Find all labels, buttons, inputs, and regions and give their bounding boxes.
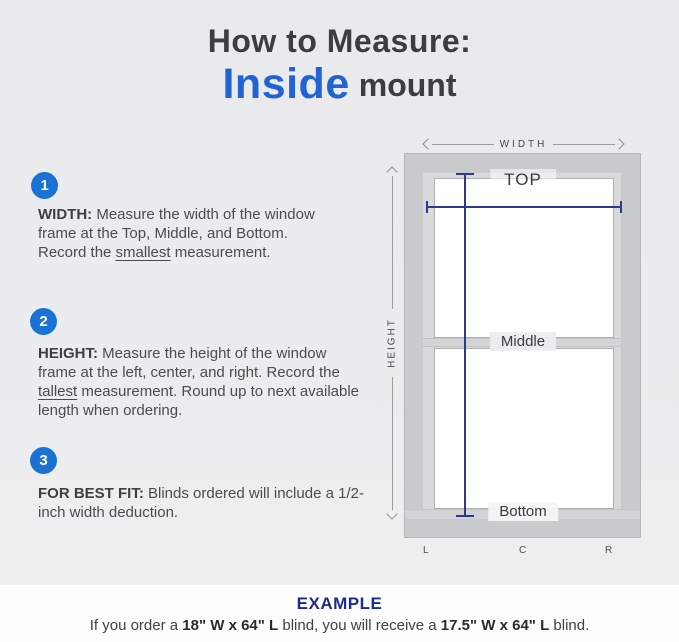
step-2-number: 2: [39, 313, 48, 330]
arrow-up-icon: [386, 166, 397, 177]
example-section: [0, 585, 679, 642]
step-3-label: FOR BEST FIT:: [38, 485, 144, 502]
step-1-text: [38, 205, 340, 262]
title-highlight-inside: Inside: [222, 60, 350, 108]
step-1-label: WIDTH:: [38, 206, 93, 223]
step-2-label: HEIGHT:: [38, 345, 98, 362]
window-pane-lower: [434, 348, 614, 509]
example-order-size: 18" W x 64" L: [182, 617, 279, 634]
height-dimension-arrow: [384, 168, 400, 518]
arrow-right-icon: [613, 138, 624, 149]
width-measure-line: [426, 206, 622, 208]
step-1-underlined-word: smallest: [115, 244, 171, 261]
page-title: [0, 22, 679, 115]
bottom-position-label: Bottom: [488, 502, 558, 521]
step-1-number: 1: [40, 177, 49, 194]
step-3-body: Blinds ordered will include a 1/2-inch width deduction.: [38, 485, 364, 521]
arrow-down-icon: [386, 508, 397, 519]
title-line-1: How to Measure:: [207, 23, 472, 59]
step-2-body-end: measurement. Round up to next available length when ordering.: [38, 383, 360, 419]
example-text-middle: blind, you will receive a: [278, 617, 441, 634]
step-2-text: [38, 344, 360, 420]
step-3-badge: [30, 447, 57, 474]
height-arrow-label: HEIGHT: [387, 309, 398, 377]
example-text-before: If you order a: [89, 617, 183, 634]
width-arrow-label: WIDTH: [499, 138, 548, 150]
step-1-badge: [31, 172, 58, 199]
width-arrow-line: [553, 144, 615, 145]
window-pane-upper: [434, 178, 614, 338]
step-1-body-end: measurement.: [170, 244, 271, 261]
example-sentence: [0, 617, 679, 634]
arrow-left-icon: [422, 138, 433, 149]
step-3-number: 3: [39, 452, 48, 469]
step-2-body: Measure the height of the window frame at the left, center, and right. Record the: [38, 345, 340, 381]
title-line-2: [0, 61, 679, 115]
example-receive-size: 17.5" W x 64" L: [440, 617, 550, 634]
step-1-body: Measure the width of the window frame at the Top, Middle, and Bottom. Record the: [38, 206, 315, 261]
example-text-after: blind.: [549, 617, 590, 634]
marker-left: L: [423, 545, 430, 556]
title-suffix-mount: mount: [358, 67, 457, 103]
example-heading: EXAMPLE: [296, 594, 383, 613]
middle-position-label: Middle: [490, 332, 556, 351]
step-2-badge: [30, 308, 57, 335]
marker-right: R: [605, 545, 613, 556]
top-position-label: TOP: [490, 169, 556, 191]
marker-center: C: [519, 545, 527, 556]
step-2-underlined-word: tallest: [38, 383, 78, 400]
width-dimension-arrow: [424, 137, 623, 151]
height-measure-line: [464, 173, 466, 517]
width-arrow-line: [432, 144, 494, 145]
step-3-text: [38, 484, 386, 522]
